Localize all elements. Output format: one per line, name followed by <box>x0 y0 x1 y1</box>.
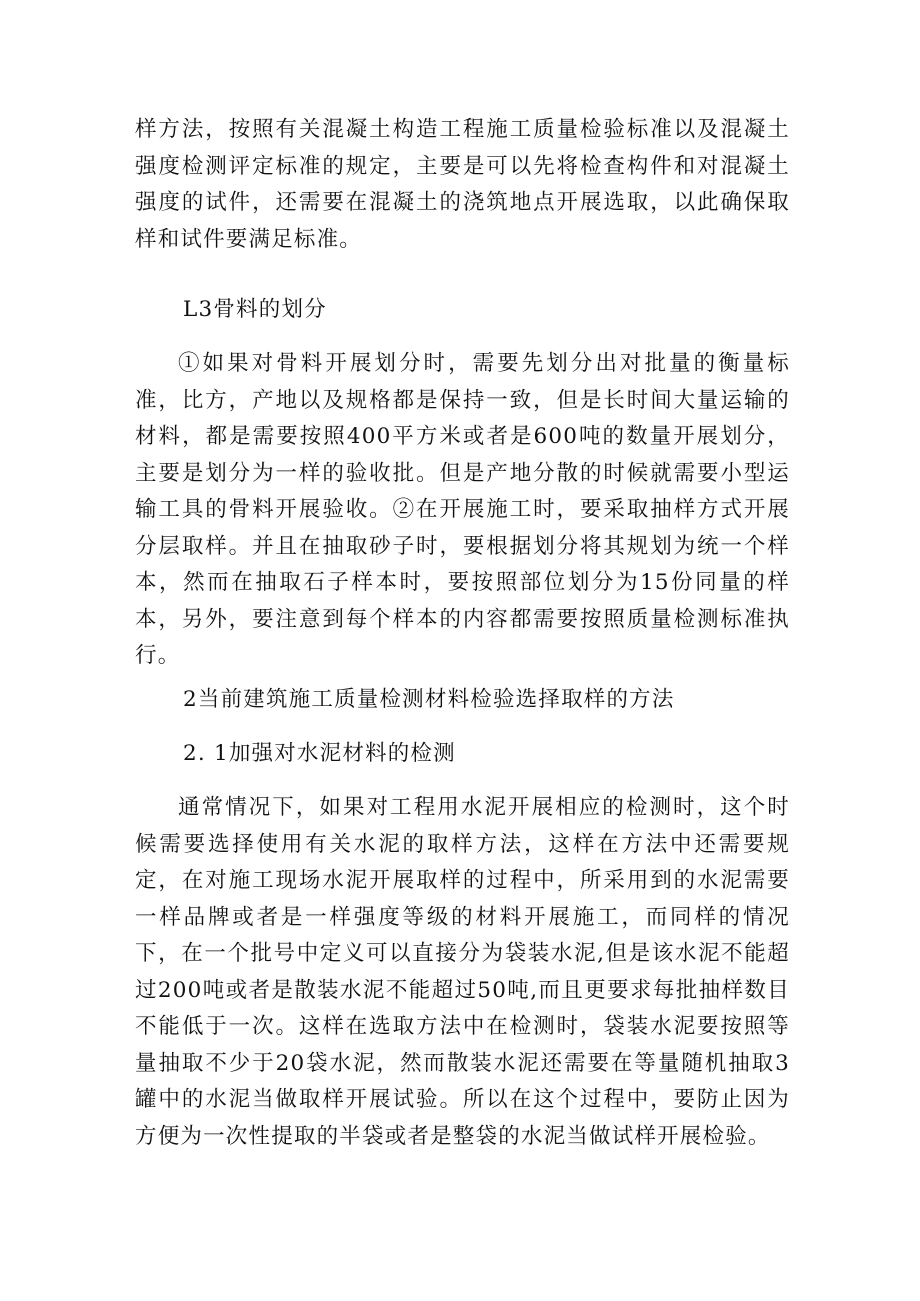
subsection-heading-cement-testing: 2. 1加强对水泥材料的检测 <box>183 741 456 766</box>
paragraph-cement-testing: 通常情况下，如果对工程用水泥开展相应的检测时，这个时候需要选择使用有关水泥的取样方法，这样在方法中还需要规定，在对施工现场水泥开展取样的过程中，所采用到的水泥需要一样品牌或者是一样强度等级的材料开展施工，而同样的情况下，在一个批号中定义可以直接分为袋装水泥,但是该水泥不能超过200吨或者是散装水泥不能超过50吨,而且更要求每批抽样数目不能低于一次。这样在选取方法中在检测时，袋装水泥要按照等量抽取不少于20袋水泥，然而散装水泥还需要在等量随机抽取3罐中的水泥当做取样开展试验。所以在这个过程中，要防止因为方便为一次性提取的半袋或者是整袋的水泥当做试样开展检验。 <box>135 795 790 1149</box>
section-heading-sampling-methods: 2当前建筑施工质量检测材料检验选择取样的方法 <box>183 687 675 712</box>
section-heading-aggregate-division: L3骨料的划分 <box>183 297 327 322</box>
paragraph-concrete-sampling: 样方法，按照有关混凝土构造工程施工质量检验标准以及混凝土强度检测评定标准的规定，主要是可以先将检查构件和对混凝土强度的试件，还需要在混凝土的浇筑地点开展选取，以此确保取样和试件要满足标准。 <box>135 117 790 252</box>
paragraph-aggregate-division: ①如果对骨料开展划分时，需要先划分出对批量的衡量标准，比方，产地以及规格都是保持一致，但是长时间大量运输的材料，都是需要按照400平方米或者是600吨的数量开展划分，主要是划分为一样的验收批。但是产地分散的时候就需要小型运输工具的骨料开展验收。②在开展施工时，要采取抽样方式开展分层取样。并且在抽取砂子时，要根据划分将其规划为统一个样本，然而在抽取石子样本时，要按照部位划分为15份同量的样本，另外，要注意到每个样本的内容都需要按照质量检测标准执行。 <box>135 351 790 668</box>
